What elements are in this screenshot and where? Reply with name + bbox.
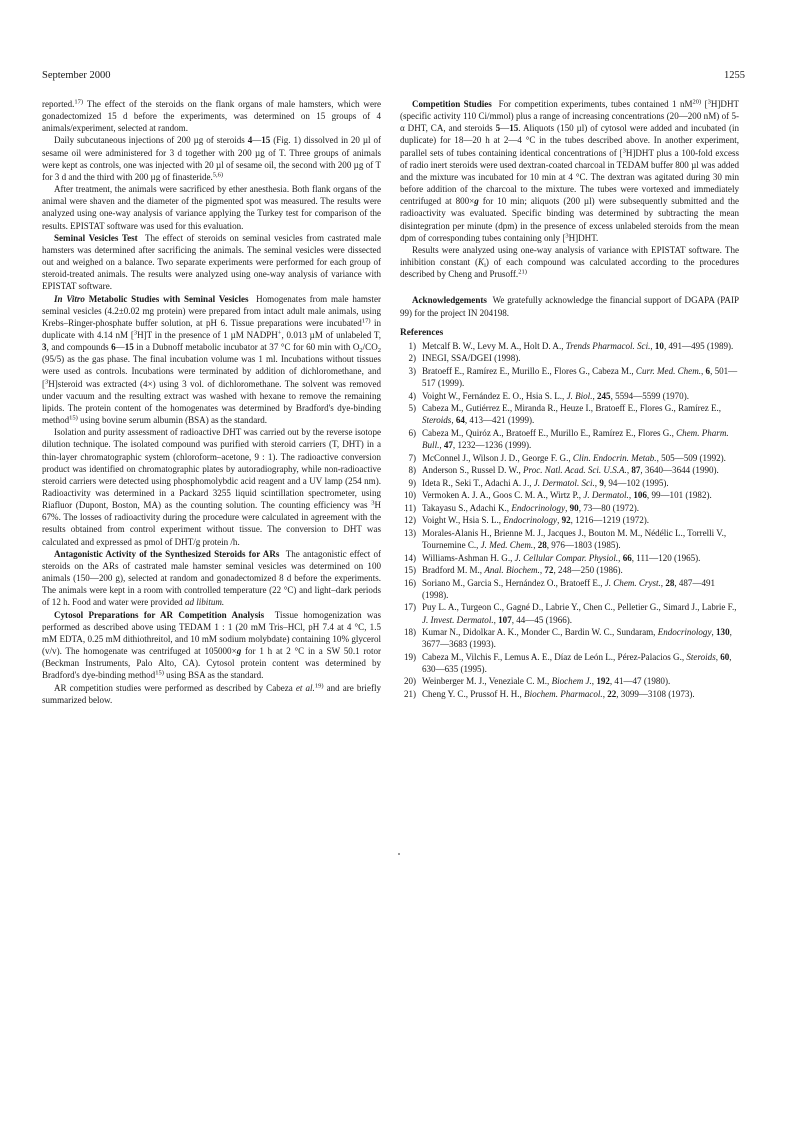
reference-authors: Williams-Ashman H. G., bbox=[422, 552, 515, 563]
italic-text: et al. bbox=[295, 682, 315, 693]
reference-authors: Vermoken A. J. A., Goos C. M. A., Wirtz P., bbox=[422, 490, 584, 501]
reference-number: 21) bbox=[403, 689, 416, 699]
section-in-vitro bbox=[42, 293, 381, 427]
text: . Aliquots (150 µl) of cytosol were added and incubated (in duplicate) for 18—20 h at 2—4 °C in the tubes described above. In another experiment, parallel sets of tubes containing identical concentrations of [ bbox=[400, 123, 739, 158]
reference-volume: 6 bbox=[705, 365, 711, 376]
separator: , bbox=[626, 465, 632, 476]
reference-journal: Endocrinology bbox=[503, 515, 558, 526]
reference-authors: Morales-Alanis H., Brienne M. J., Jacques J., Bouton M. M., Nédélic L., Torrelli V., Tournemine C., bbox=[422, 527, 727, 550]
italic-text: ad libitum. bbox=[184, 597, 225, 608]
reference-volume: 10 bbox=[654, 340, 664, 351]
reference-volume: 106 bbox=[633, 490, 647, 501]
text: We gratefully acknowledge the financial support of DGAPA (PAIP 99) for the project IN 204198. bbox=[400, 295, 739, 318]
dash: — bbox=[115, 342, 125, 353]
references-list bbox=[400, 340, 739, 700]
reference-item bbox=[400, 626, 739, 650]
reference-number: 10) bbox=[403, 490, 416, 501]
reference-item bbox=[400, 651, 739, 675]
text: [ bbox=[701, 99, 708, 109]
reference-number: 19) bbox=[403, 651, 416, 662]
reference-pages: , 248—250 (1986). bbox=[553, 565, 623, 576]
reference-number: 12) bbox=[403, 515, 416, 526]
reference-item bbox=[400, 527, 739, 551]
text: The antagonistic effect of steroids on the ARs of castrated male hamster seminal vesicles was determined on 100 animals (150—200 g), selected at random and gonadectomized 8 d before the experiments. The animals were kept in a room with controlled temperature (22 °C) and light–dark periods of 12 h. Food and water were provided bbox=[42, 548, 381, 608]
citation: 15) bbox=[155, 669, 164, 677]
reference-pages: , 99—101 (1982). bbox=[646, 490, 712, 501]
compound-ref: 15 bbox=[124, 342, 134, 353]
section-heading: Cytosol Preparations for AR Competition Analysis bbox=[54, 609, 265, 620]
reference-pages: , 505—509 (1992). bbox=[656, 452, 726, 463]
reference-authors: Anderson S., Russel D. W., bbox=[422, 465, 524, 476]
reference-pages: , 3099—3108 (1973). bbox=[616, 689, 695, 699]
citation: 17) bbox=[361, 317, 371, 325]
text: (95/5) as the gas phase. The final incubation volume was 1 ml. Incubations without tissues were used as controls. Incubations were terminated by addition of dichloromethane, and [ bbox=[42, 354, 381, 389]
subscript: 2 bbox=[359, 347, 363, 355]
text: The effect of the steroids on the flank organs of male hamsters, which were gonadectomized 15 d before the experiments, was determined on 15 groups of 4 animals/experiment, selected at random. bbox=[42, 99, 381, 134]
reference-authors: Cheng Y. C., Prussof H. H., bbox=[422, 689, 525, 699]
separator: , bbox=[715, 651, 721, 662]
reference-pages: , 413—421 (1999). bbox=[464, 415, 535, 426]
gravity-unit: g bbox=[474, 196, 479, 207]
text: in duplicate with 4.14 nM [ bbox=[42, 317, 381, 340]
reference-volume: 107 bbox=[498, 614, 512, 625]
reference-number: 11) bbox=[404, 502, 416, 513]
reference-item bbox=[400, 402, 739, 426]
reference-pages: , 5594—5599 (1970). bbox=[610, 390, 689, 401]
reference-authors: Cabeza M., Gutiérrez E., Miranda R., Heuze I., Bratoeff E., Flores G., Ramírez E., bbox=[422, 403, 722, 414]
citation: 20) bbox=[692, 98, 702, 106]
reference-journal: Curr. Med. Chem. bbox=[635, 365, 701, 376]
section-heading-italic: In Vitro bbox=[54, 293, 85, 304]
paragraph-ar-competition bbox=[42, 682, 381, 706]
paragraph-results bbox=[400, 244, 739, 280]
isotope: 3 bbox=[45, 378, 49, 386]
dash: — bbox=[252, 135, 262, 146]
reference-volume: 64 bbox=[455, 415, 465, 426]
reference-item bbox=[400, 452, 739, 464]
right-column bbox=[400, 98, 739, 701]
reference-volume: 66 bbox=[622, 552, 632, 563]
citation: 5,6) bbox=[212, 171, 224, 179]
text: /CO bbox=[362, 342, 378, 353]
text: for 1 h at 2 °C in a SW 50.1 rotor (Beckman Instruments, Palo Alto, CA). Cytosol protein content was determined by Bradford's dye-binding method bbox=[42, 646, 381, 681]
text: Homogenates from male hamster seminal vesicles (4.2±0.02 mg protein) were prepared from intact adult male animals, using Krebs–Ringer-phosphate buffer solution, at pH 6. Tissue preparations were incubated bbox=[42, 293, 381, 328]
separator: , bbox=[557, 515, 562, 526]
reference-pages: , 3677—3683 (1993). bbox=[422, 627, 732, 650]
reference-authors: Metcalf B. W., Levy M. A., Holt D. A., bbox=[422, 340, 566, 351]
reference-pages: , 41—47 (1980). bbox=[609, 676, 671, 687]
separator: , bbox=[628, 490, 634, 501]
reference-journal: J. Dermatol. bbox=[583, 490, 629, 501]
reference-volume: 9 bbox=[599, 477, 604, 488]
separator: , bbox=[451, 415, 456, 426]
reference-volume: 192 bbox=[596, 676, 610, 687]
paragraph-treatment bbox=[42, 183, 381, 232]
section-antagonistic bbox=[42, 548, 381, 609]
separator: , bbox=[565, 502, 570, 513]
reference-pages: , 1232—1236 (1999). bbox=[452, 440, 532, 451]
reference-journal: J. Dermatol. Sci. bbox=[533, 477, 595, 488]
reference-authors: Voight W., Hsia S. L., bbox=[422, 515, 504, 526]
section-cytosol bbox=[42, 609, 381, 682]
text: H]DHT (specific activity 110 Ci/mmol) plus a range of increasing concentrations (20—200 nM) of 5-α DHT, CA, and steroids bbox=[400, 99, 739, 134]
paragraph-flank-organ bbox=[42, 98, 381, 134]
separator: , bbox=[660, 577, 666, 588]
citation: 21) bbox=[518, 268, 527, 276]
reference-item bbox=[400, 601, 739, 625]
reference-journal: Endocrinology bbox=[511, 502, 566, 513]
reference-volume: 90 bbox=[569, 502, 579, 513]
reference-volume: 28 bbox=[665, 577, 675, 588]
text: AR competition studies were performed as described by Cabeza bbox=[54, 682, 296, 693]
separator: , bbox=[539, 565, 545, 576]
reference-authors: Puy L. A., Turgeon C., Gagné D., Labrie Y., Chen C., Pelletier G., Simard J., Labrie F., bbox=[422, 602, 737, 613]
reference-journal: Endocrinology bbox=[657, 627, 712, 638]
reference-item bbox=[400, 502, 739, 514]
reference-volume: 22 bbox=[607, 689, 617, 699]
text: H 67%. The losses of radioactivity during the procedure were calculated in agreement with the results obtained from control experiment without tissue. The conversion to DHT was calculated and expressed as pmol of DHT/g protein /h. bbox=[42, 500, 381, 547]
section-heading: Metabolic Studies with Seminal Vesicles bbox=[84, 293, 249, 304]
subscript: i bbox=[484, 262, 486, 270]
reference-item bbox=[400, 552, 739, 564]
text bbox=[42, 99, 381, 133]
reference-authors: Weinberger M. J., Veneziale C. M., bbox=[422, 676, 552, 687]
reference-journal: J. Cellular Compar. Physiol. bbox=[514, 552, 619, 563]
reference-item bbox=[400, 352, 739, 364]
reference-pages: , 487—491 (1998). bbox=[422, 577, 716, 600]
section-heading: Acknowledgements bbox=[412, 295, 487, 306]
reference-volume: 87 bbox=[631, 465, 641, 476]
reference-number: 2) bbox=[408, 353, 416, 364]
reference-item bbox=[400, 427, 739, 451]
reference-item bbox=[400, 688, 739, 700]
reference-journal: J. Invest. Dermatol. bbox=[422, 614, 494, 625]
separator: , bbox=[533, 540, 538, 550]
reference-volume: 47 bbox=[443, 440, 453, 451]
running-header-date: September 2000 bbox=[42, 70, 111, 81]
reference-journal: J. Biol. bbox=[566, 390, 593, 401]
text: for 10 min; aliquots (200 µl) were subsequently submitted and the radioactivity was evaluated. Specific binding was determined by subtracting the mean disintegration per minute (dpm) in the presence of excess unlabeled steroids from the mean dpm of corresponding tubes containing only [ bbox=[400, 196, 739, 243]
reference-pages: , 94—102 (1995). bbox=[603, 477, 669, 488]
reference-pages: , 111—120 (1965). bbox=[631, 552, 701, 563]
separator: , bbox=[439, 440, 444, 451]
separator: , bbox=[602, 689, 608, 699]
isotope: 3 bbox=[622, 147, 626, 155]
reference-number: 1) bbox=[408, 340, 416, 351]
reference-item bbox=[400, 464, 739, 476]
reference-authors: INEGI, SSA/DGEI (1998). bbox=[422, 353, 521, 364]
paragraph-isolation bbox=[42, 426, 381, 548]
text: , and compounds bbox=[46, 342, 112, 353]
compound-ref: 3 bbox=[42, 342, 47, 353]
gravity-unit: g bbox=[236, 646, 242, 657]
reference-number: 9) bbox=[408, 477, 416, 488]
text: using bovine serum albumin (BSA) as the standard. bbox=[77, 415, 268, 426]
reference-item bbox=[400, 390, 739, 402]
text: reported. bbox=[42, 99, 75, 109]
reference-journal: J. Med. Chem. bbox=[480, 540, 534, 550]
isotope: 3 bbox=[565, 232, 569, 240]
reference-item bbox=[400, 577, 739, 601]
section-competition bbox=[400, 98, 739, 244]
text: using BSA as the standard. bbox=[163, 670, 264, 681]
separator: , bbox=[591, 676, 597, 687]
reference-item bbox=[400, 340, 739, 352]
compound-ref: 4 bbox=[247, 135, 253, 146]
reference-number: 6) bbox=[408, 427, 416, 438]
text: Daily subcutaneous injections of 200 µg of steroids bbox=[54, 135, 248, 146]
isotope: 3 bbox=[371, 499, 375, 507]
subscript: 2 bbox=[377, 347, 382, 355]
reference-authors: Cabeza M., Vilchis F., Lemus A. E., Díaz de León L., Pérez-Palacios G., bbox=[422, 651, 687, 662]
reference-item bbox=[400, 675, 739, 687]
reference-number: 20) bbox=[403, 676, 416, 687]
reference-authors: Bratoeff E., Ramírez E., Murillo E., Flores G., Cabeza M., bbox=[422, 365, 636, 376]
citation: 15) bbox=[69, 414, 78, 422]
reference-journal: Trends Pharmacol. Sci. bbox=[565, 340, 651, 351]
reference-item bbox=[400, 514, 739, 526]
separator: , bbox=[711, 627, 717, 638]
reference-authors: Ideta R., Seki T., Adachi A. J., bbox=[422, 477, 534, 488]
reference-journal: Steroids bbox=[686, 651, 716, 662]
reference-pages: , 73—80 (1972). bbox=[578, 502, 639, 513]
reference-volume: 245 bbox=[597, 390, 611, 401]
text: The effect of steroids on seminal vesicles from castrated male hamsters was determined after sacrificing the animals. The seminal vesicles were dissected out and weighed on a balance. Two separate experiments were performed for each group of steroid-treated animals. The results were analyzed using one-way analysis of variance with EPISTAT software. bbox=[42, 232, 381, 292]
reference-number: 7) bbox=[408, 452, 416, 463]
reference-authors: McConnel J., Wilson J. D., George F. G., bbox=[422, 452, 573, 463]
left-column bbox=[42, 98, 381, 706]
citation: 17) bbox=[74, 98, 84, 106]
text: Isolation and purity assessment of radioactive DHT was carried out by the reverse isotope dilution technique. The isolated compound was purified with steroid carriers (T, DHT) in a thin-layer chromatographic system (chloroform–acetone, 9 : 1). The radioactive conversion product was identified on chromatographic plates by autoradiography, while non-radioactive steroid carriers were detected using phosphomolybdic acid reagent and a UV lamp (254 nm). Radioactivity was determined in a Packard 3255 liquid scintillation spectrometer, using Riafluor (Dupont, Boston, MA) as the counting solution. The counting efficiency was bbox=[42, 427, 381, 511]
text: (Fig. 1) dissolved in 20 µl of sesame oil were administered for 3 d together with 200 µg of T. Three groups of animals were kept as controls, one was injected with 20 µl of sesame oil, the second with 200 µg of T for 3 d and the third with 200 µg of finasteride. bbox=[42, 135, 381, 182]
compound-ref: 6 bbox=[111, 342, 116, 353]
superscript: + bbox=[277, 329, 282, 337]
reference-number: 17) bbox=[403, 602, 416, 613]
reference-volume: 92 bbox=[561, 515, 571, 526]
text: Results were analyzed using one-way analysis of variance with EPISTAT software. The inhibition constant ( bbox=[400, 244, 739, 268]
section-heading: Seminal Vesicles Test bbox=[54, 232, 138, 243]
reference-number: 16) bbox=[403, 577, 416, 588]
reference-pages: , 501—517 (1999). bbox=[422, 365, 738, 389]
reference-pages: , 3640—3644 (1990). bbox=[640, 465, 719, 476]
separator: , bbox=[592, 390, 597, 401]
reference-number: 3) bbox=[408, 365, 416, 376]
section-heading: Antagonistic Activity of the Synthesized Steroids for ARs bbox=[54, 548, 280, 559]
reference-number: 5) bbox=[408, 403, 416, 414]
reference-pages: , 630—635 (1995). bbox=[422, 651, 732, 674]
reference-volume: 28 bbox=[537, 540, 547, 550]
text: ) of each compound was calculated according to the procedures described by Cheng and Prusoff. bbox=[400, 257, 740, 280]
reference-journal: Steroids bbox=[422, 415, 452, 426]
separator: , bbox=[701, 365, 706, 376]
reference-authors: Cabeza M., Quiróz A., Bratoeff E., Murillo E., Ramírez E., Flores G., bbox=[422, 427, 677, 438]
text: and are briefly summarized below. bbox=[42, 682, 382, 705]
reference-volume: 60 bbox=[720, 651, 730, 662]
reference-number: 13) bbox=[403, 527, 416, 538]
reference-pages: , 976—1803 (1985). bbox=[546, 540, 621, 550]
reference-journal: Biochem J. bbox=[551, 676, 592, 687]
text: in a Dubnoff metabolic incubator at 37 °C for 60 min with O bbox=[133, 342, 360, 353]
reference-number: 18) bbox=[403, 627, 416, 638]
text: H]T in the presence of 1 µM NADPH bbox=[137, 329, 278, 340]
separator: , bbox=[618, 552, 623, 563]
reference-authors: Takayasu S., Adachi K., bbox=[422, 502, 512, 513]
page-speck bbox=[398, 853, 400, 855]
section-seminal-vesicles bbox=[42, 232, 381, 293]
text: H]DHT plus a 100-fold excess of radio inert steroids were used dextran-coated charcoal in TEDAM buffer 800 µl was added and the mixture was incubated for 10 min at 4 °C. The dextran was agitated during 30 min before addition of the charcoal to the mixture. The tubes were vortexed and immediately centrifuged at 800× bbox=[400, 147, 739, 207]
reference-pages: , 1216—1219 (1972). bbox=[570, 515, 650, 526]
reference-volume: 130 bbox=[716, 627, 730, 638]
reference-authors: Soriano M., Garcia S., Hernández O., Bratoeff E., bbox=[422, 577, 605, 588]
reference-number: 14) bbox=[403, 552, 416, 563]
isotope: 3 bbox=[133, 329, 138, 337]
reference-item bbox=[400, 365, 739, 389]
reference-number: 8) bbox=[408, 465, 416, 476]
dash: — bbox=[500, 123, 510, 134]
text: For competition experiments, tubes contained 1 nM bbox=[498, 99, 693, 109]
reference-item bbox=[400, 489, 739, 501]
compound-ref: 15 bbox=[261, 135, 271, 146]
page-number: 1255 bbox=[724, 70, 745, 81]
reference-journal: Biochem. Pharmacol. bbox=[524, 689, 603, 699]
compound-ref: 15 bbox=[509, 123, 519, 134]
references-heading: References bbox=[400, 327, 444, 338]
text: After treatment, the animals were sacrificed by ether anesthesia. Both flank organs of the animal were shaven and the diameter of the pigmented spot was measured. The results were analyzed using one-way analysis of variance applying the Turkey test for comparison of the results. EPISTAT software was used for this evaluation. bbox=[42, 184, 381, 231]
italic-symbol: K bbox=[478, 257, 485, 268]
text: H]DHT. bbox=[568, 232, 599, 243]
reference-authors: Kumar N., Didolkar A. K., Monder C., Bardin W. C., Sundaram, bbox=[422, 627, 658, 638]
reference-journal: Anal. Biochem. bbox=[484, 565, 540, 576]
reference-number: 15) bbox=[403, 565, 416, 576]
reference-number: 4) bbox=[408, 390, 416, 401]
separator: , bbox=[594, 477, 600, 488]
text: Tissue homogenization was performed as described above using TEDAM 1 : 1 (20 mM Tris–HCl, pH 7.4 at 4 °C, 1.5 mM EDTA, 0.25 mM dithiothreitol, and 10 mM sodium molybdate) containing 10% glycerol (v/v). The homogenate was centrifuged at 105000× bbox=[42, 609, 381, 657]
reference-item bbox=[400, 564, 739, 576]
reference-journal: Proc. Natl. Acad. Sci. U.S.A. bbox=[523, 465, 627, 476]
reference-pages: , 44—45 (1966). bbox=[511, 614, 573, 625]
text: H]steroid was extracted (4×) using 3 vol. of dichloromethane. The solvent was removed under vacuum and the resulting extract was washed with hexane to remove the remaining lipids. The protein content of the homogenates was determined by Bradford's dye-binding method bbox=[42, 378, 381, 426]
reference-item bbox=[400, 477, 739, 489]
section-heading: Competition Studies bbox=[412, 99, 492, 109]
text: , 0.013 µM of unlabeled T, bbox=[281, 329, 381, 340]
reference-journal: Clin. Endocrin. Metab. bbox=[572, 452, 657, 463]
citation: 19) bbox=[314, 682, 324, 689]
paragraph-injections bbox=[42, 134, 381, 183]
reference-pages: , 491—495 (1989). bbox=[663, 340, 734, 351]
reference-journal: J. Chem. Cryst. bbox=[604, 577, 661, 588]
compound-ref: 5 bbox=[495, 123, 501, 134]
reference-volume: 72 bbox=[544, 565, 554, 576]
separator: , bbox=[493, 614, 499, 625]
section-acknowledgements bbox=[400, 294, 739, 318]
reference-authors: Voight W., Fernández E. O., Hsia S. L., bbox=[422, 390, 567, 401]
reference-journal: Chem. Pharm. Bull. bbox=[422, 427, 729, 451]
separator: , bbox=[650, 340, 655, 351]
reference-authors: Bradford M. M., bbox=[422, 565, 485, 576]
isotope: 3 bbox=[707, 98, 711, 106]
